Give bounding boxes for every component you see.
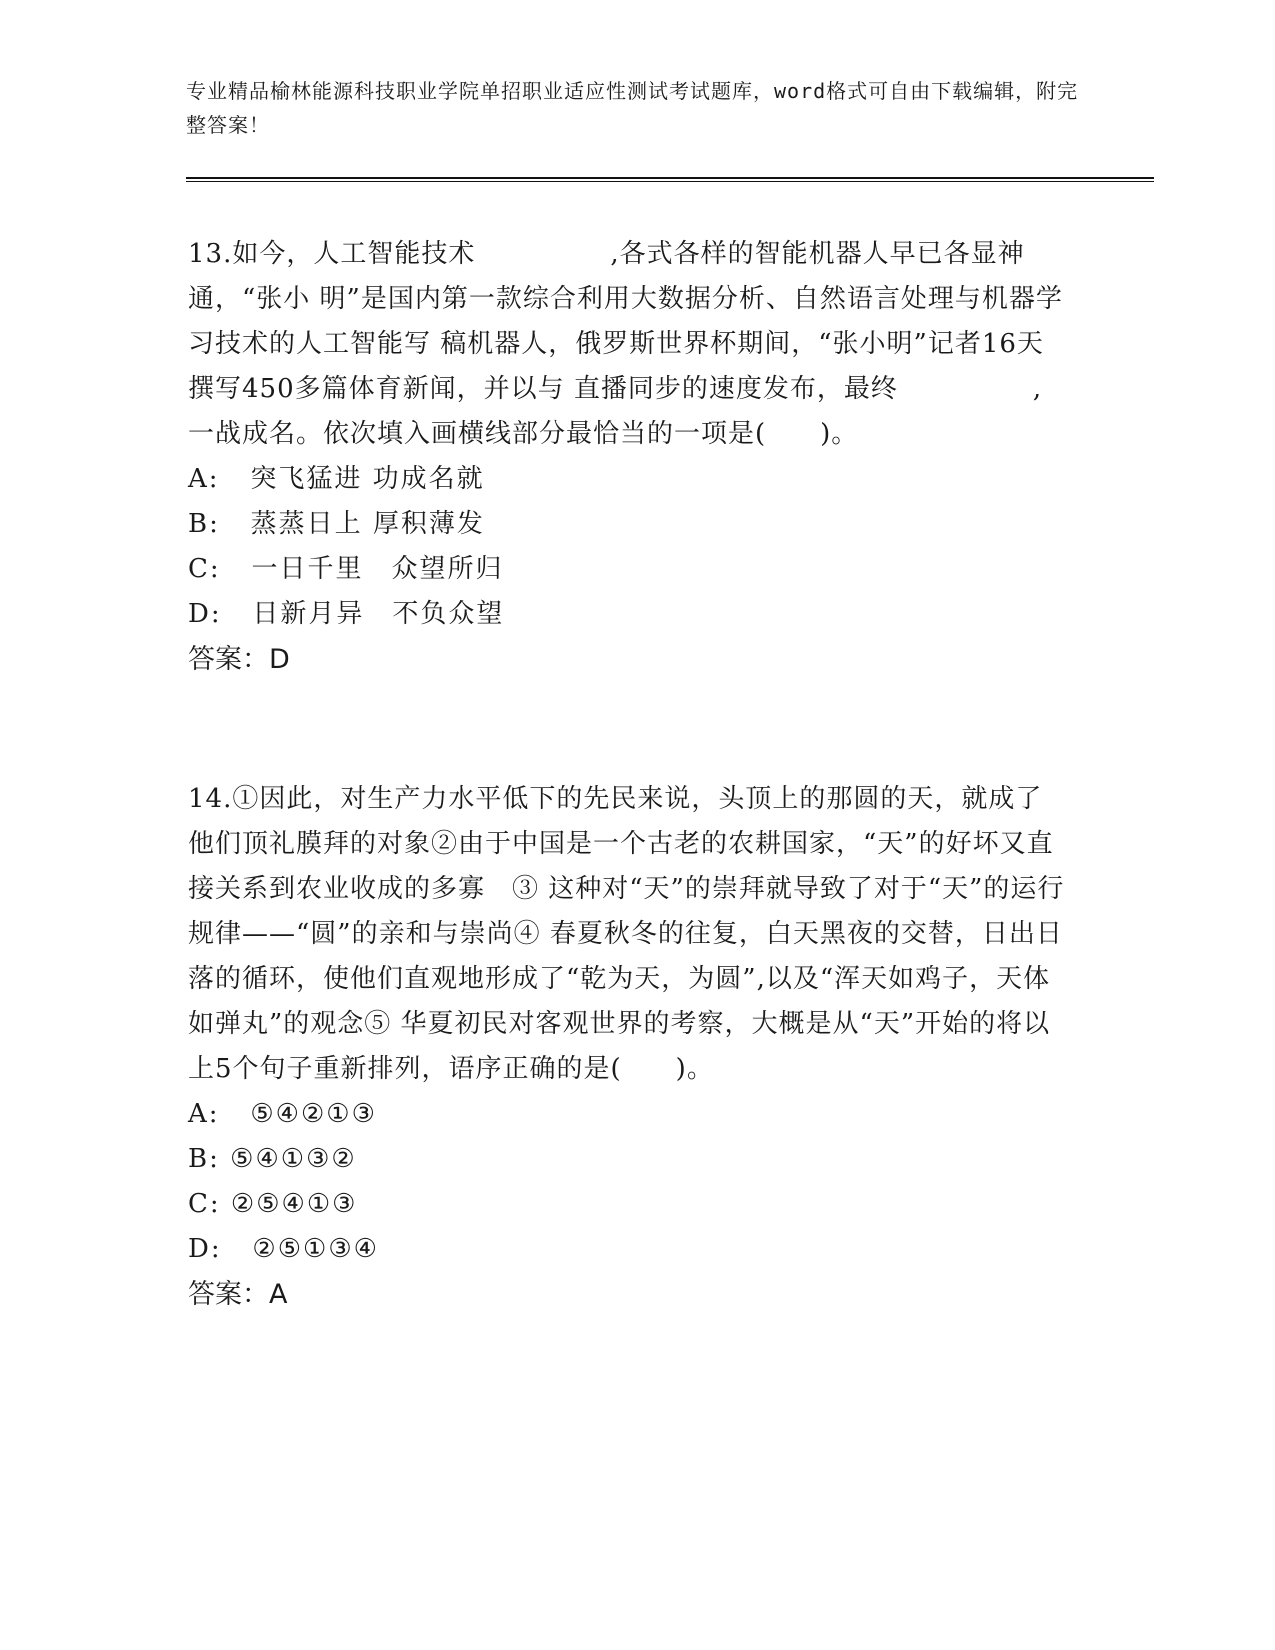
header-divider-thin [186,181,1154,182]
option-text: 一日千里 众望所归 [251,554,504,584]
question-number: 14. [188,784,233,814]
option-b [188,1137,1068,1182]
option-label: D: [188,599,222,629]
option-label: A: [188,1099,220,1129]
answer-line: 答案：D [188,644,290,675]
option-d [188,592,1068,637]
option-text: 突飞猛进 功成名就 [250,464,485,494]
option-a [188,457,1068,502]
question-text: ①因此，对生产力水平低下的先民来说，头顶上的那圆的天，就成了他们顶礼膜拜的对象②由于中国是一个古老的农耕国家，“天”的好坏又直接关系到农业收成的多寡 ③ 这种对“天”的崇拜就导致了对于“天”的运行规律——“圆”的亲和与崇尚④ 春夏秋冬的往复，白天黑夜的交替，日出日落的循环，使他们直观地形成了“乾为天，为圆”,以及“浑天如鸡子，天体如弹丸”的观念⑤ 华夏初民对客观世界的考察，大概是从“天”开始的将以上5个句子重新排列，语序正确的是( )。 [188,784,1065,1084]
question-text: 如今，人工智能技术 ,各式各样的智能机器人早已各显神通，“张小 明”是国内第一款综合利用大数据分析、自然语言处理与机器学习技术的人工智能写 稿机器人，俄罗斯世界杯期间，“张小明”记者16天撰写450多篇体育新闻，并以与 直播同步的速度发布，最终 ,一战成名。依次填入画横线部分最恰当的一项是( )。 [188,239,1063,449]
option-label: B: [188,509,220,539]
option-c [188,1182,1068,1227]
option-text: ②⑤①③④ [252,1234,379,1264]
option-text: 蒸蒸日上 厚积薄发 [250,509,485,539]
header-divider [186,177,1154,179]
option-b [188,502,1068,547]
option-text: ⑤④②①③ [250,1099,377,1129]
option-text: ②⑤④①③ [230,1189,358,1219]
option-c [188,547,1068,592]
option-label: C: [188,1189,221,1219]
option-text: 日新月异 不负众望 [252,599,505,629]
question-stem [188,232,1068,457]
option-d [188,1227,1068,1272]
option-a [188,1092,1068,1137]
question-number: 13. [188,239,233,269]
option-text: ⑤④①③② [230,1144,357,1174]
option-label: D: [188,1234,222,1264]
question-13 [188,232,1068,682]
option-label: B: [188,1144,220,1174]
option-label: A: [188,464,220,494]
option-label: C: [188,554,221,584]
answer-line: 答案：A [188,1279,288,1310]
question-stem [188,777,1068,1092]
document-header: 专业精品榆林能源科技职业学院单招职业适应性测试考试题库，word格式可自由下载编辑，附完整答案！ [186,79,1079,137]
question-14 [188,777,1068,1317]
